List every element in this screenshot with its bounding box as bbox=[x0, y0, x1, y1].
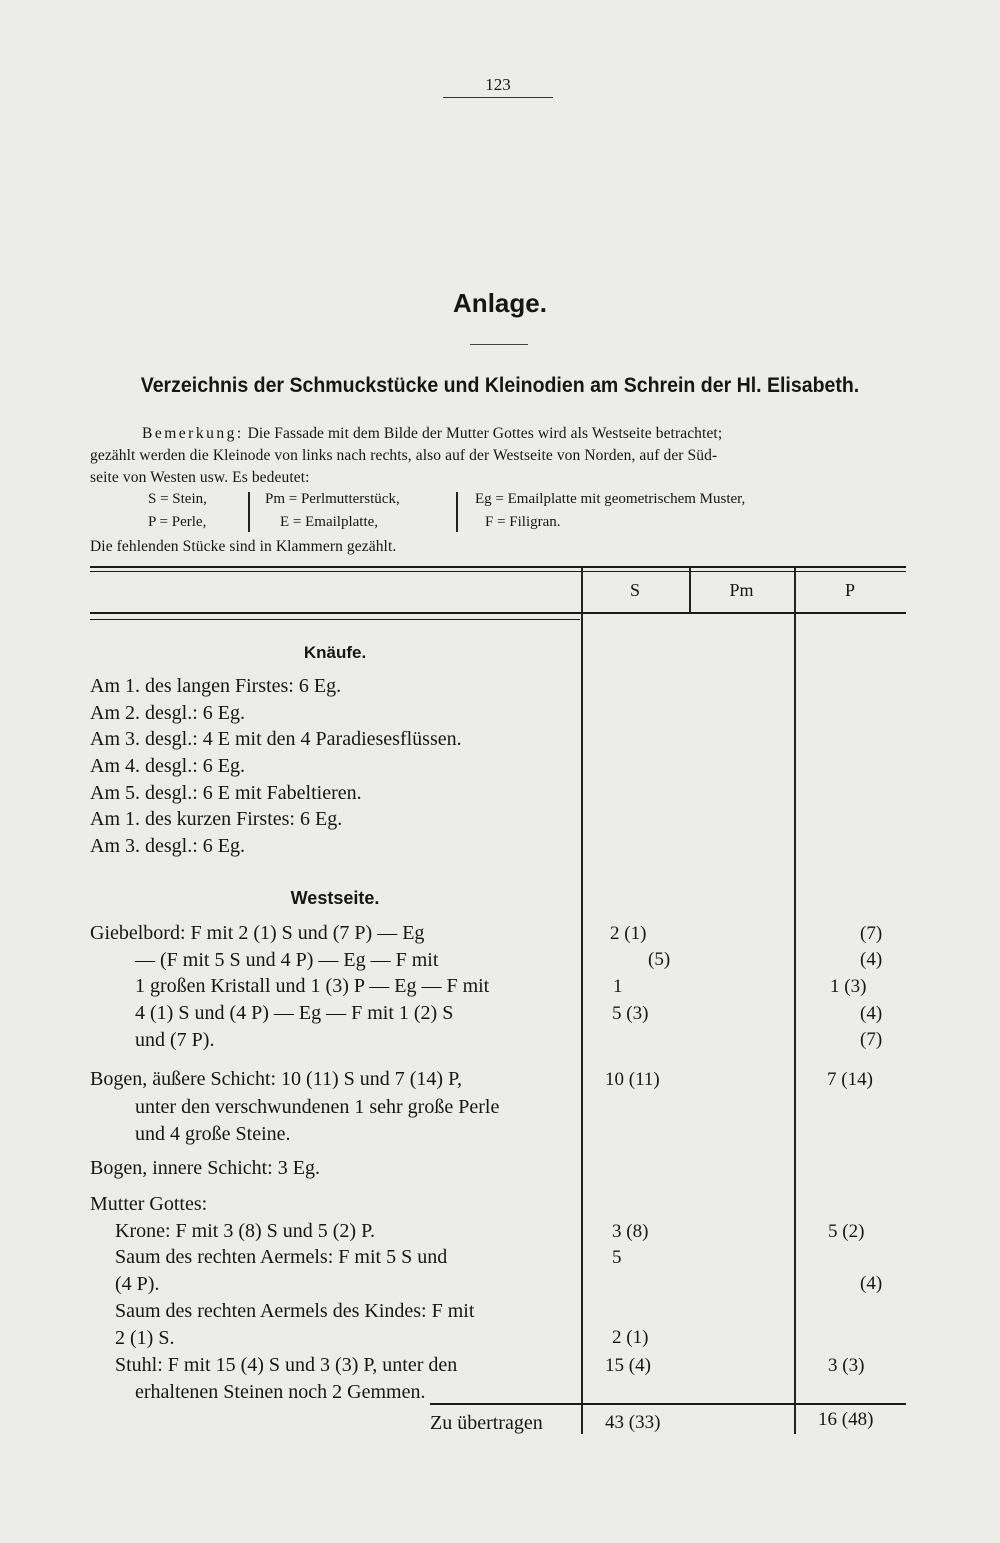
stuhl-s-value: 15 (4) bbox=[605, 1355, 651, 1376]
mutter-gottes-heading: Mutter Gottes: bbox=[90, 1193, 208, 1215]
legend-email-geometric: Eg = Emailplatte mit geometrischem Muster, bbox=[475, 491, 746, 507]
list-item: Am 3. desgl.: 4 E mit den 4 Paradiesesflüssen. bbox=[90, 728, 462, 750]
table-bottom-rule bbox=[430, 1403, 906, 1405]
carry-label: Zu übertragen bbox=[430, 1412, 543, 1434]
bogen-innen-line: Bogen, innere Schicht: 3 Eg. bbox=[90, 1157, 320, 1179]
document-subtitle: Verzeichnis der Schmuckstücke und Kleinodien am Schrein der Hl. Elisabeth. bbox=[140, 374, 860, 397]
table-header-rule-thin bbox=[90, 619, 580, 620]
list-item: Am 3. desgl.: 6 Eg. bbox=[90, 835, 245, 857]
giebelbord-p-value: (4) bbox=[860, 949, 883, 970]
saum-kind-line: Saum des rechten Aermels des Kindes: F mit bbox=[115, 1300, 475, 1322]
giebelbord-p-value: 1 (3) bbox=[830, 976, 867, 997]
bogen-aussen-line: Bogen, äußere Schicht: 10 (11) S und 7 (14) P, bbox=[90, 1068, 462, 1090]
list-item: Am 1. des langen Firstes: 6 Eg. bbox=[90, 675, 342, 697]
list-item: Am 4. desgl.: 6 Eg. bbox=[90, 755, 245, 777]
carry-p-total: 16 (48) bbox=[818, 1409, 874, 1430]
section-heading-knaeufe: Knäufe. bbox=[303, 643, 367, 662]
list-item: Am 2. desgl.: 6 Eg. bbox=[90, 702, 245, 724]
stuhl-p-value: 3 (3) bbox=[828, 1355, 865, 1376]
legend-stein: S = Stein, bbox=[148, 491, 207, 507]
bogen-aussen-p-value: 7 (14) bbox=[827, 1069, 873, 1090]
page-number: 123 bbox=[443, 75, 553, 98]
note-line-2: gezählt werden die Kleinode von links nach rechts, also auf der Westseite von Norden, auf der Süd- bbox=[90, 447, 718, 464]
giebelbord-p-value: (7) bbox=[860, 923, 883, 944]
saum-kind-line: 2 (1) S. bbox=[115, 1327, 175, 1349]
note-line-1 bbox=[142, 425, 722, 443]
giebelbord-s-value: 5 (3) bbox=[612, 1003, 649, 1024]
title-rule bbox=[470, 344, 528, 345]
column-header-p: P bbox=[844, 580, 855, 600]
saum-kind-s-value: 2 (1) bbox=[612, 1327, 649, 1348]
stuhl-line: erhaltenen Steinen noch 2 Gemmen. bbox=[135, 1381, 426, 1403]
saum-aermel-p-value: (4) bbox=[860, 1273, 883, 1294]
krone-s-value: 3 (8) bbox=[612, 1221, 649, 1242]
saum-aermel-line: (4 P). bbox=[115, 1273, 160, 1295]
legend-perle: P = Perle, bbox=[148, 514, 207, 530]
list-item: Am 1. des kurzen Firstes: 6 Eg. bbox=[90, 808, 343, 830]
table-top-rule-thin bbox=[90, 571, 906, 572]
column-rule-s bbox=[581, 568, 583, 1434]
section-heading-westseite: Westseite. bbox=[290, 888, 380, 908]
column-header-pm: Pm bbox=[729, 580, 754, 600]
legend-divider-1 bbox=[248, 492, 250, 532]
page-title: Anlage. bbox=[453, 288, 547, 318]
note-text-1: Die Fassade mit dem Bilde der Mutter Gottes wird als Westseite betrachtet; bbox=[247, 425, 723, 442]
bogen-aussen-line: und 4 große Steine. bbox=[135, 1123, 291, 1145]
giebelbord-line: Giebelbord: F mit 2 (1) S und (7 P) — Eg bbox=[90, 922, 425, 944]
table-top-rule bbox=[90, 566, 906, 568]
stuhl-line: Stuhl: F mit 15 (4) S und 3 (3) P, unter den bbox=[115, 1354, 458, 1376]
giebelbord-p-value: (4) bbox=[860, 1003, 883, 1024]
list-item: Am 5. desgl.: 6 E mit Fabeltieren. bbox=[90, 782, 362, 804]
column-rule-pm-right bbox=[794, 568, 796, 1434]
note-closing: Die fehlenden Stücke sind in Klammern gezählt. bbox=[90, 538, 397, 555]
giebelbord-line: 1 großen Kristall und 1 (3) P — Eg — F mit bbox=[135, 975, 490, 997]
note-lead: Bemerkung: bbox=[142, 425, 244, 442]
legend-filigran: F = Filigran. bbox=[485, 514, 561, 530]
bogen-aussen-s-value: 10 (11) bbox=[605, 1069, 660, 1090]
saum-aermel-line: Saum des rechten Aermels: F mit 5 S und bbox=[115, 1246, 448, 1268]
legend-divider-2 bbox=[456, 492, 458, 532]
legend-perlmutter: Pm = Perlmutterstück, bbox=[265, 491, 400, 507]
giebelbord-line: — (F mit 5 S und 4 P) — Eg — F mit bbox=[135, 949, 439, 971]
giebelbord-s-value: (5) bbox=[648, 949, 671, 970]
giebelbord-line: und (7 P). bbox=[135, 1029, 215, 1051]
note-line-3: seite von Westen usw. Es bedeutet: bbox=[90, 469, 310, 486]
saum-aermel-s-value: 5 bbox=[612, 1247, 622, 1268]
column-header-s: S bbox=[629, 580, 640, 600]
legend-email: E = Emailplatte, bbox=[280, 514, 379, 530]
krone-p-value: 5 (2) bbox=[828, 1221, 865, 1242]
table-header-rule bbox=[90, 612, 906, 614]
carry-s-total: 43 (33) bbox=[605, 1412, 661, 1433]
krone-line: Krone: F mit 3 (8) S und 5 (2) P. bbox=[115, 1220, 375, 1242]
giebelbord-line: 4 (1) S und (4 P) — Eg — F mit 1 (2) S bbox=[135, 1002, 454, 1024]
giebelbord-s-value: 1 bbox=[613, 976, 623, 997]
bogen-aussen-line: unter den verschwundenen 1 sehr große Perle bbox=[135, 1096, 500, 1118]
giebelbord-p-value: (7) bbox=[860, 1029, 883, 1050]
giebelbord-s-value: 2 (1) bbox=[610, 923, 647, 944]
